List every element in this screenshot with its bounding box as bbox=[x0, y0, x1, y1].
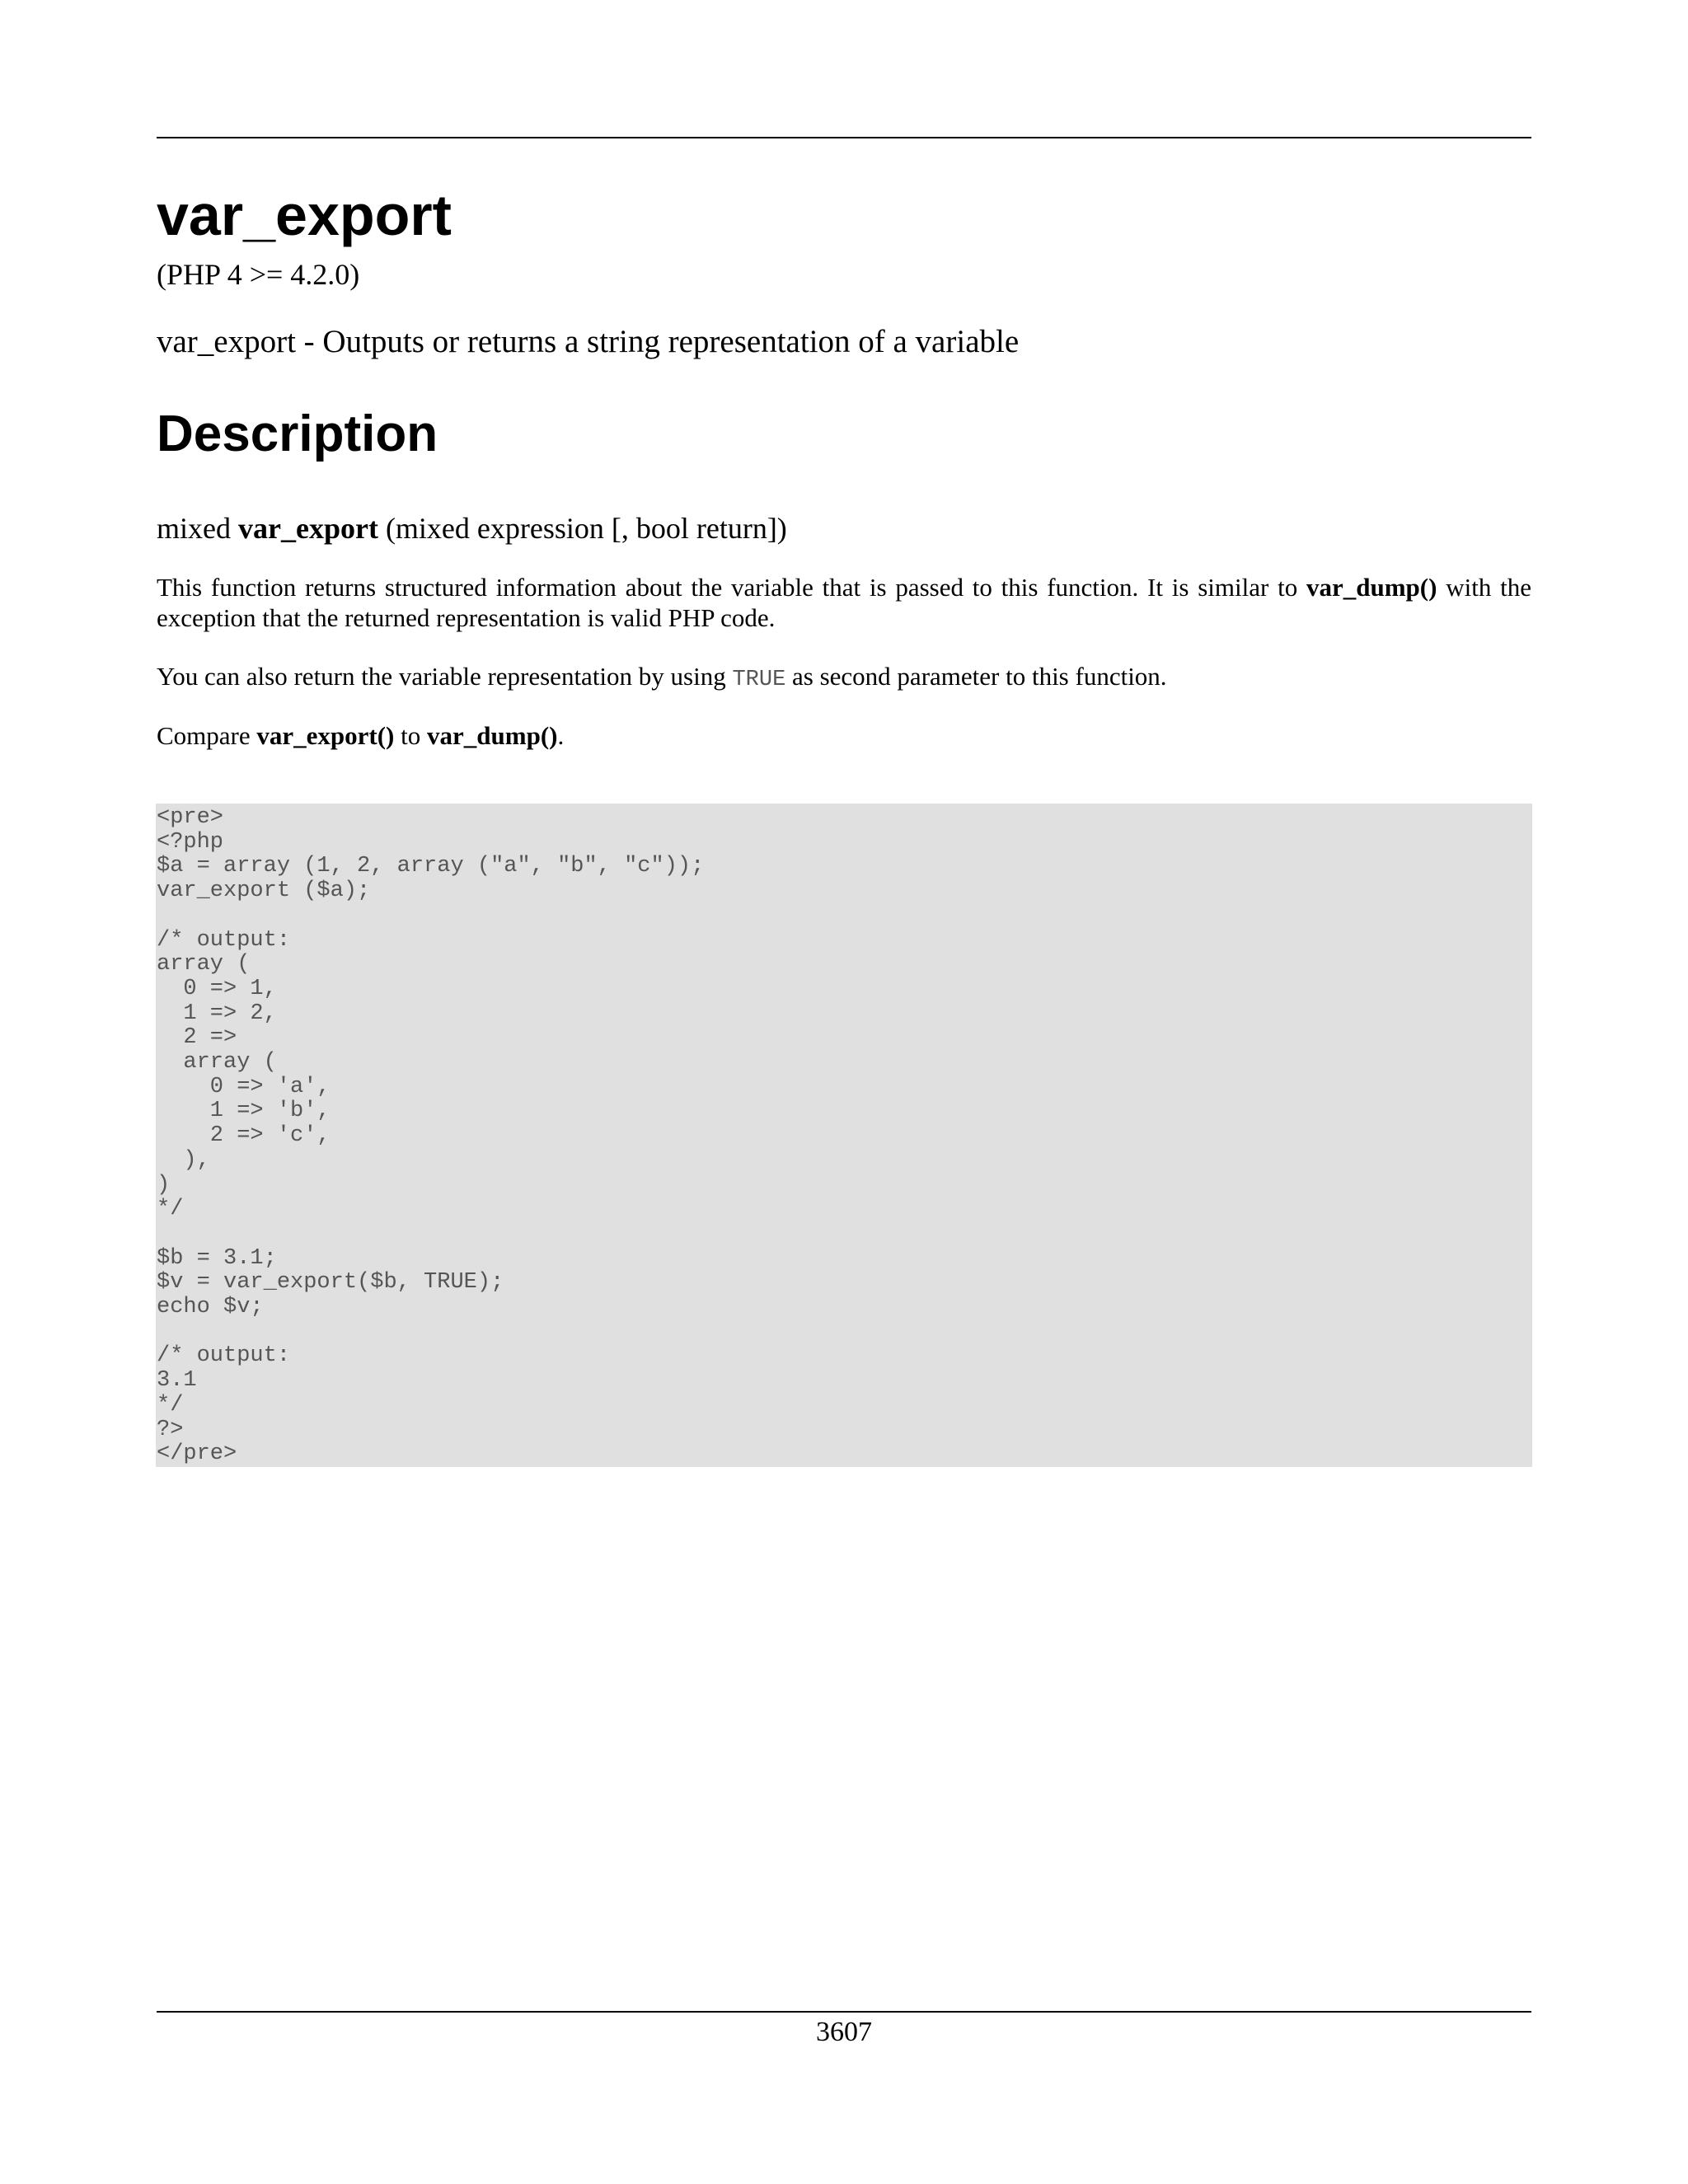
synopsis-params: (mixed expression [, bool return]) bbox=[385, 512, 787, 545]
description-text: This function returns structured information about the variable that is passed to this function. It is similar to bbox=[157, 573, 1306, 602]
function-synopsis bbox=[157, 511, 787, 546]
description-text-continued: with the exception that the returned representation is valid PHP code. bbox=[157, 573, 1531, 632]
compare-paragraph bbox=[157, 720, 564, 751]
bottom-divider bbox=[157, 2011, 1531, 2013]
var-export-link[interactable]: var_export() bbox=[256, 721, 395, 750]
synopsis-return-type: mixed bbox=[157, 512, 231, 545]
return-param-text-continued: as second parameter to this function. bbox=[785, 662, 1167, 691]
code-example bbox=[156, 804, 1532, 1467]
compare-text-middle: to bbox=[394, 721, 428, 750]
section-heading: Description bbox=[157, 405, 438, 462]
page-number: 3607 bbox=[816, 2017, 872, 2047]
compare-text: Compare bbox=[157, 721, 257, 750]
function-summary: var_export - Outputs or returns a string representation of a variable bbox=[157, 324, 1020, 359]
compare-text-end: . bbox=[557, 721, 565, 750]
return-param-paragraph bbox=[157, 661, 1167, 696]
top-divider bbox=[157, 137, 1531, 138]
code-example-text: <pre> <?php $a = array (1, 2, array ("a", "b", "c")); var_export ($a); /* output: array ( 0 => 1, 1 => 2, 2 => array ( 0 => 'a', 1 => 'b', 2 => 'c', ), ) */ $b = 3.1; $v = var_export($b, TRUE); echo $v; /* output: 3.1 */ ?> </pre> bbox=[157, 805, 705, 1467]
var-dump-link[interactable]: var_dump() bbox=[1306, 573, 1437, 602]
true-constant: TRUE bbox=[732, 668, 786, 692]
description-paragraph bbox=[157, 572, 1531, 633]
var-dump-link-2[interactable]: var_dump() bbox=[427, 721, 558, 750]
return-param-text: You can also return the variable representation by using bbox=[157, 662, 733, 691]
synopsis-function-name: var_export bbox=[237, 512, 378, 545]
page-title: var_export bbox=[157, 183, 452, 247]
version-info: (PHP 4 >= 4.2.0) bbox=[157, 258, 360, 291]
